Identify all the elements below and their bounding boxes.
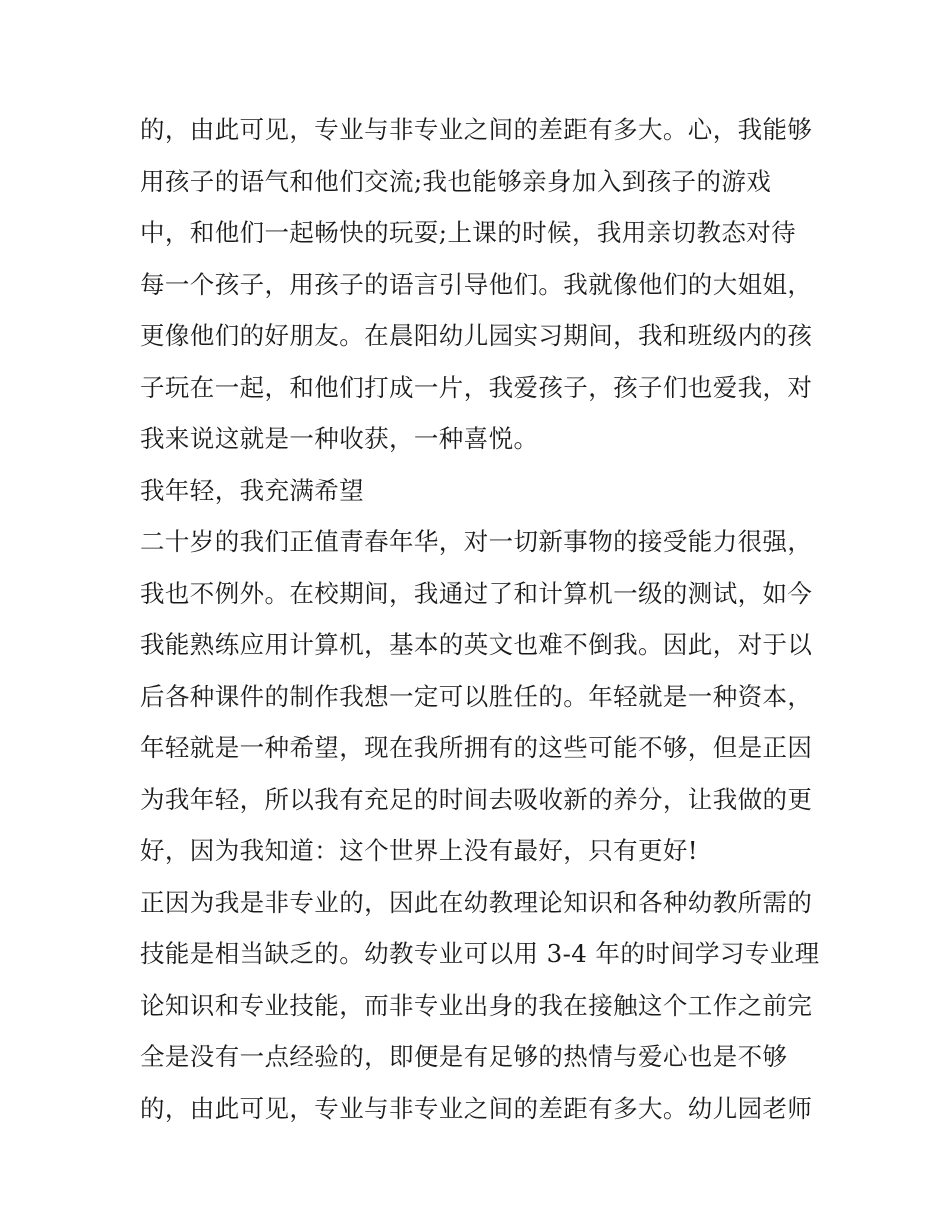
text-line: 每一个孩子，用孩子的语言引导他们。我就像他们的大姐姐， xyxy=(140,269,813,299)
text-line: 更像他们的好朋友。在晨阳幼儿园实习期间，我和班级内的孩 xyxy=(140,321,813,350)
section-heading: 我年轻，我充满希望 xyxy=(140,475,365,505)
text-line: 我也不例外。在校期间，我通过了和计算机一级的测试，如今 xyxy=(140,578,813,608)
text-line: 我能熟练应用计算机，基本的英文也难不倒我。因此，对于以 xyxy=(140,630,813,659)
text-line: 为我年轻，所以我有充足的时间去吸收新的养分，让我做的更 xyxy=(140,784,813,814)
text-line: 的，由此可见，专业与非专业之间的差距有多大。幼儿园老师 xyxy=(140,1093,813,1123)
text-line: 的，由此可见，专业与非专业之间的差距有多大。心，我能够 xyxy=(140,115,813,144)
text-line: 用孩子的语气和他们交流;我也能够亲身加入到孩子的游戏 xyxy=(140,166,772,196)
text-line: 子玩在一起，和他们打成一片，我爱孩子，孩子们也爱我，对 xyxy=(140,372,813,402)
text-line: 论知识和专业技能，而非专业出身的我在接触这个工作之前完 xyxy=(140,990,813,1020)
text-line: 全是没有一点经验的，即便是有足够的热情与爱心也是不够 xyxy=(140,1042,788,1071)
text-line: 二十岁的我们正值青春年华，对一切新事物的接受能力很强， xyxy=(140,527,813,556)
text-line: 好，因为我知道：这个世界上没有最好，只有更好! xyxy=(140,836,699,865)
text-line: 年轻就是一种希望，现在我所拥有的这些可能不够，但是正因 xyxy=(140,733,813,762)
text-line: 技能是相当缺乏的。幼教专业可以用 3-4 年的时间学习专业理 xyxy=(140,939,820,968)
text-line: 正因为我是非专业的，因此在幼教理论知识和各种幼教所需的 xyxy=(140,887,813,917)
text-line: 后各种课件的制作我想一定可以胜任的。年轻就是一种资本， xyxy=(140,681,813,711)
text-line: 我来说这就是一种收获，一种喜悦。 xyxy=(140,424,539,453)
document-body xyxy=(140,104,820,1134)
text-line: 中，和他们一起畅快的玩耍;上课的时候，我用亲切教态对待 xyxy=(140,218,797,247)
